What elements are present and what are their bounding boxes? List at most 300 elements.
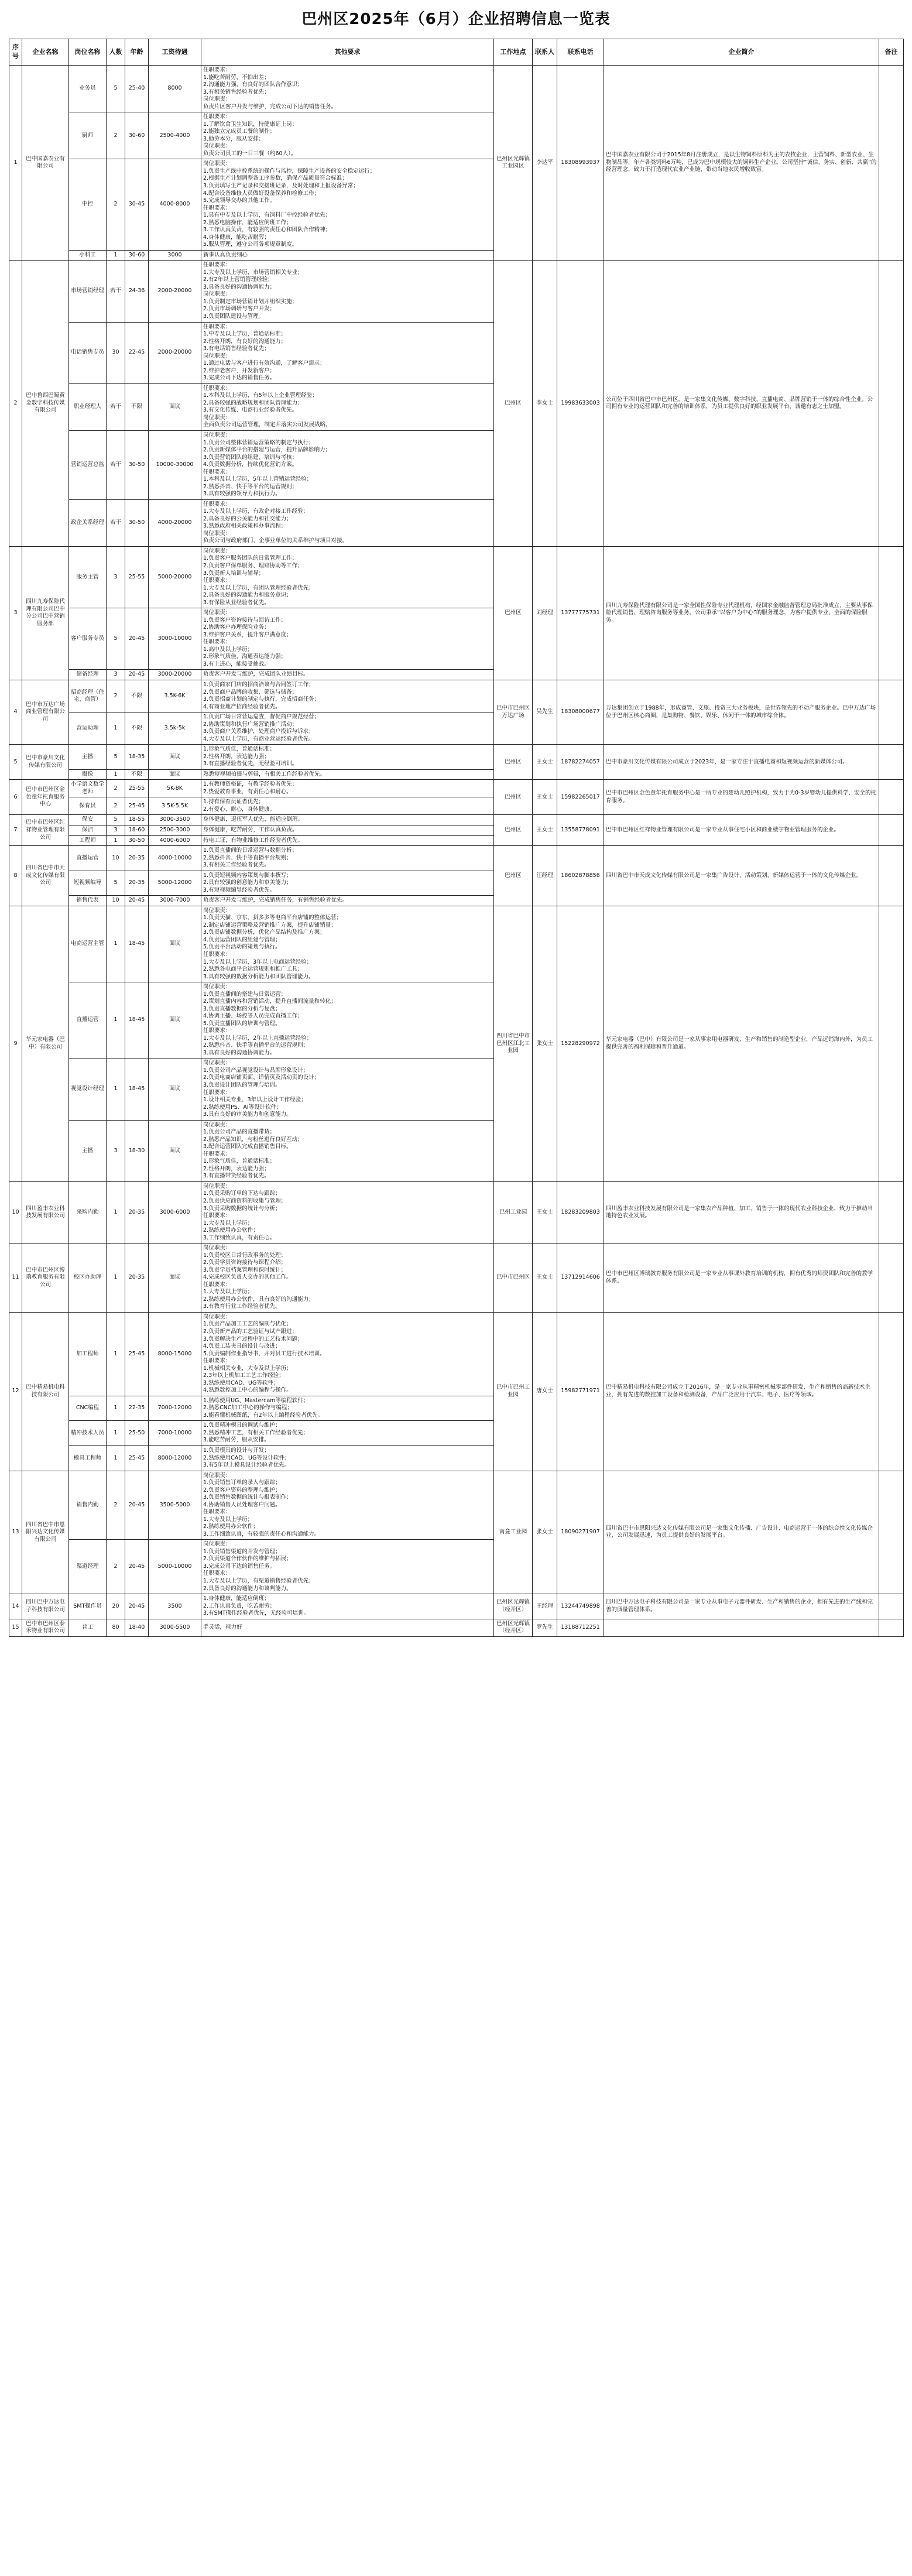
job-requirements: 1.形象气质佳，普通话标准； 2.性格开朗，表达能力强； 3.有直播经验者优先，无经验可培训。: [201, 745, 494, 770]
contact-person: 王女士: [533, 745, 557, 780]
job-salary: 8000: [149, 66, 201, 112]
job-title: 电话销售专员: [69, 322, 107, 383]
table-row: [9, 66, 904, 112]
job-requirements: 岗位职责： 1.负责客户服务团队的日常管理工作； 2.负责客户保单服务、理赔协助等工作； 3.负责新人培训与辅导； 任职要求： 1.大专及以上学历，有团队管理经验者优先； 2.具备良好的沟通能力和服务意识； 3.有保险从业经验者优先。: [201, 546, 494, 608]
job-title: 小料工: [69, 250, 107, 261]
contact-phone: 13244749898: [557, 1594, 604, 1619]
job-title: 市场营销经理: [69, 261, 107, 322]
work-location: 巴州区光辉镇（经开区）: [494, 1619, 533, 1636]
table-row: [9, 1594, 904, 1619]
job-count: 2: [107, 1540, 125, 1594]
contact-person: 张女士: [533, 1471, 557, 1594]
company-intro: 万达集团创立于1988年，形成商管、文旅、投资三大业务板块，是世界领先的不动产服务企业。巴中万达广场位于巴州区核心商圈，是集购物、餐饮、娱乐、休闲于一体的城市综合体。: [604, 680, 879, 744]
job-title: 小学语文数学老师: [69, 780, 107, 797]
contact-phone: 19983633003: [557, 261, 604, 547]
job-salary: 10000-30000: [149, 430, 201, 499]
job-age: 20-45: [125, 896, 149, 906]
job-age: 不限: [125, 769, 149, 780]
job-count: 1: [107, 1059, 125, 1120]
job-title: 工程师: [69, 835, 107, 846]
contact-phone: 13777775731: [557, 546, 604, 680]
job-count: 5: [107, 871, 125, 896]
job-title: SMT操作员: [69, 1594, 107, 1619]
contact-person: 王经理: [533, 1594, 557, 1619]
work-location: 巴中市巴州区: [494, 1244, 533, 1313]
company-no: 8: [9, 846, 22, 906]
table-row: [9, 846, 904, 871]
job-title: CNC编程: [69, 1396, 107, 1421]
job-requirements: 岗位职责： 1.负责公司产品视觉设计与品牌形象设计； 2.负责电商店铺页面、详情页及活动页的设计； 3.负责设计团队的管理与培训。 任职要求： 1.设计相关专业，3年以上设计工作经验； 2.熟练使用PS、AI等设计软件； 3.具有良好的审美能力和创意能力。: [201, 1059, 494, 1120]
job-title: 保安: [69, 815, 107, 825]
table-row: [9, 1244, 904, 1313]
job-requirements: 1.负责广场日常营运巡查，督促商户规范经营； 2.协助策划和执行广场营销推广活动； 3.负责商户关系维护，处理商户投诉与诉求； 4.大专及以上学历，有商业营运经验者优先。: [201, 712, 494, 745]
job-count: 20: [107, 1594, 125, 1619]
job-salary: 3000-20000: [149, 670, 201, 680]
job-title: 业务员: [69, 66, 107, 112]
work-location: 巴州区: [494, 745, 533, 780]
company-no: 10: [9, 1181, 22, 1243]
job-title: 职业经理人: [69, 383, 107, 430]
job-age: 30-50: [125, 835, 149, 846]
contact-phone: 15982771971: [557, 1312, 604, 1471]
job-requirements: 身体健康，吃苦耐劳，工作认真负责。: [201, 825, 494, 836]
job-age: 18-35: [125, 745, 149, 770]
job-count: 1: [107, 835, 125, 846]
remark: [879, 1312, 904, 1471]
job-count: 2: [107, 780, 125, 797]
job-title: 营销运营总监: [69, 430, 107, 499]
job-salary: 面议: [149, 745, 201, 770]
job-count: 1: [107, 982, 125, 1059]
company-intro: 四川盈丰农业科技发展有限公司是一家集农产品种植、加工、销售于一体的现代农业科技企业，致力于推动当地特色农业发展。: [604, 1181, 879, 1243]
company-intro: 巴中市豪川文化传媒有限公司成立于2023年，是一家专注于直播电商和短视频运营的新媒体公司。: [604, 745, 879, 780]
job-title: 加工程师: [69, 1312, 107, 1396]
job-requirements: 任职要求： 1.能吃苦耐劳，不怕出差； 2.沟通能力强，有良好的团队合作意识； 3.有相关销售经验者优先； 岗位职责： 负责片区客户开发与维护，完成公司下达的销售任务。: [201, 66, 494, 112]
table-row: [9, 1312, 904, 1396]
job-age: 25-45: [125, 797, 149, 815]
company-intro: 巴中市巴州区博瑞教育服务有限公司是一家专业从事课外教育培训的机构，拥有优秀的师资团队和完善的教学体系。: [604, 1244, 879, 1313]
job-age: 25-55: [125, 546, 149, 608]
job-age: 18-30: [125, 1120, 149, 1181]
job-count: 1: [107, 1396, 125, 1421]
company-no: 12: [9, 1312, 22, 1471]
job-count: 1: [107, 1244, 125, 1313]
remark: [879, 846, 904, 906]
company-name: 四川盈丰农业科技发展有限公司: [22, 1181, 69, 1243]
job-requirements: 身体健康，退伍军人优先，能适应倒班。: [201, 815, 494, 825]
job-salary: 8000-12000: [149, 1445, 201, 1471]
job-salary: 3.5K-5.5K: [149, 797, 201, 815]
job-count: 10: [107, 896, 125, 906]
company-name: 巴中精易机电科技有限公司: [22, 1312, 69, 1471]
company-name: 四川九寿保险代理有限公司巴中分公司巴中营销服务部: [22, 546, 69, 680]
job-requirements: 1.负责商家门店的招商洽谈与合同签订工作； 2.负责商户品牌的收集、筛选与储备； 3.负责招商计划的制定与执行，完成招商任务； 4.有商业地产招商经验者优先。: [201, 680, 494, 712]
job-count: 1: [107, 1421, 125, 1446]
contact-person: 李女士: [533, 261, 557, 547]
job-requirements: 负责客户开发与维护，完成团队业绩目标。: [201, 670, 494, 680]
company-no: 6: [9, 780, 22, 815]
job-age: 不限: [125, 680, 149, 712]
table-row: [9, 906, 904, 982]
job-requirements: 岗位职责： 1.负责销售渠道的开发与管理； 2.负责渠道合作伙伴的维护与拓展； 3.完成公司下达的销售任务。 任职要求： 1.大专及以上学历，有渠道销售经验者优先； 2.具备良好的沟通能力和谈判能力。: [201, 1540, 494, 1594]
contact-person: 王女士: [533, 1181, 557, 1243]
job-count: 1: [107, 1181, 125, 1243]
company-no: 14: [9, 1594, 22, 1619]
job-salary: 面议: [149, 769, 201, 780]
company-name: 四川巴中万达电子科技有限公司: [22, 1594, 69, 1619]
company-no: 2: [9, 261, 22, 547]
job-age: 25-45: [125, 1312, 149, 1396]
job-count: 若干: [107, 430, 125, 499]
job-title: 销售内勤: [69, 1471, 107, 1540]
col-header: 企业名称: [22, 39, 69, 66]
company-no: 15: [9, 1619, 22, 1636]
company-name: 巴中国嘉农业有限公司: [22, 66, 69, 261]
work-location: 巴中市巴州区万达广场: [494, 680, 533, 744]
job-title: 储备经理: [69, 670, 107, 680]
job-title: 销售代表: [69, 896, 107, 906]
job-age: 30-50: [125, 430, 149, 499]
work-location: 巴中市巴州工业园: [494, 1312, 533, 1471]
job-count: 3: [107, 546, 125, 608]
job-salary: 3500-5000: [149, 1471, 201, 1540]
job-salary: 面议: [149, 1059, 201, 1120]
job-requirements: 岗位职责： 1.负责产品加工工艺的编制与优化； 2.负责新产品的工艺验证与试产跟进； 3.负责解决生产过程中的工艺技术问题； 4.负责工装夹具的设计与改进； 5.负责编制作业指导书，并对员工进行技术培训。 任职要求： 1.机械相关专业，大专及以上学历； 2.3年以上机加工工艺工作经验； 3.熟练使用CAD、UG等软件； 4.熟悉数控加工中心的编程与操作。: [201, 1312, 494, 1396]
work-location: 巴州区: [494, 546, 533, 680]
job-salary: 5000-20000: [149, 546, 201, 608]
job-requirements: 岗位职责： 1.负责天猫、京东、拼多多等电商平台店铺的整体运营； 2.制定店铺运营策略及营销推广方案，提升店铺销量； 3.负责店铺数据分析，优化产品结构及推广方案； 4.负责运营团队的组建与管理； 5.负责平台活动的策划与执行。 任职要求： 1.大专及以上学历，3年以上电商运营经验； 2.熟悉各电商平台运营规则和推广工具； 3.具有较强的数据分析能力和团队管理能力。: [201, 906, 494, 982]
job-requirements: 1.有教师资格证，有教学经验者优先； 2.热爱教育事业，有责任心和耐心。: [201, 780, 494, 797]
job-requirements: 1.身体健康，能适应倒班； 2.工作认真负责，吃苦耐劳； 3.有SMT操作经验者优先，无经验可培训。: [201, 1594, 494, 1619]
company-no: 9: [9, 906, 22, 1181]
job-age: 20-35: [125, 1181, 149, 1243]
job-requirements: 负责客户开发与维护，完成销售任务，有销售经验者优先。: [201, 896, 494, 906]
contact-phone: 13188712251: [557, 1619, 604, 1636]
job-age: 20-35: [125, 871, 149, 896]
job-title: 主播: [69, 745, 107, 770]
company-name: 巴中市巴州区红祥物业管理有限公司: [22, 815, 69, 846]
remark: [879, 1244, 904, 1313]
col-header: 年龄: [125, 39, 149, 66]
contact-person: 李达平: [533, 66, 557, 261]
job-salary: 2000-20000: [149, 261, 201, 322]
company-name: 巴中鲁西巴蜀黄金数字科技传媒有限公司: [22, 261, 69, 547]
job-age: 18-45: [125, 906, 149, 982]
job-salary: 面议: [149, 383, 201, 430]
table-row: [9, 1619, 904, 1636]
table-row: [9, 546, 904, 608]
job-count: 1: [107, 906, 125, 982]
job-title: 校区办助理: [69, 1244, 107, 1313]
header-row: [9, 39, 904, 66]
job-salary: 3000: [149, 250, 201, 261]
job-age: 20-45: [125, 1471, 149, 1540]
job-requirements: 1.熟练使用UG、Mastercam等编程软件； 2.熟悉CNC加工中心的操作与编程； 3.能看懂机械图纸，有2年以上编程经验者优先。: [201, 1396, 494, 1421]
job-title: 政企关系经理: [69, 499, 107, 546]
job-title: 摄像: [69, 769, 107, 780]
contact-person: 王女士: [533, 1244, 557, 1313]
contact-phone: 18602878856: [557, 846, 604, 906]
job-salary: 面议: [149, 982, 201, 1059]
job-count: 5: [107, 66, 125, 112]
job-age: 不限: [125, 712, 149, 745]
job-age: 30-60: [125, 112, 149, 159]
work-location: 巴州区: [494, 846, 533, 906]
company-intro: 四川巴中万达电子科技有限公司是一家专业从事电子元器件研发、生产和销售的企业，拥有先进的生产线和完善的质量管理体系。: [604, 1594, 879, 1619]
company-name: 巴中市巴州区金色童年托育服务中心: [22, 780, 69, 815]
contact-person: 王女士: [533, 780, 557, 815]
job-salary: 面议: [149, 1120, 201, 1181]
contact-phone: 15982265017: [557, 780, 604, 815]
company-intro: 公司位于四川省巴中市巴州区，是一家集文化传媒、数字科技、直播电商、品牌营销于一体的综合性企业。公司拥有专业的运营团队和完善的培训体系，为员工提供良好的职业发展平台，诚邀有志之士加盟。: [604, 261, 879, 547]
work-location: 巴州工业园: [494, 1181, 533, 1243]
company-intro: 四川九寿保险代理有限公司是一家全国性保险专业代理机构，经国家金融监督管理总局批准成立，主要从事保险代理销售、理赔咨询服务等业务。公司秉承“以客户为中心”的服务理念，为客户提供专业、全面的保险服务。: [604, 546, 879, 680]
job-age: 25-45: [125, 1445, 149, 1471]
col-header: 工资待遇: [149, 39, 201, 66]
job-requirements: 任职要求： 1.大专及以上学历，市场营销相关专业； 2.有2年以上营销管理经验； 3.具备良好的沟通协调能力； 岗位职责： 1.负责制定市场营销计划并组织实施； 2.负责市场调研与客户开发； 3.负责团队建设与管理。: [201, 261, 494, 322]
remark: [879, 546, 904, 680]
job-requirements: 熟悉短视频拍摄与剪辑，有相关工作经验者优先。: [201, 769, 494, 780]
work-location: 巴州区: [494, 261, 533, 547]
job-salary: 4000-6000: [149, 835, 201, 846]
job-requirements: 任职要求： 1.中专及以上学历，普通话标准； 2.性格开朗，有良好的沟通能力； 3.有电话销售经验者优先； 岗位职责： 1.通过电话与客户进行有效沟通，了解客户需求； 2.维护老客户，开发新客户； 3.完成公司下达的销售任务。: [201, 322, 494, 383]
job-count: 1: [107, 1312, 125, 1396]
job-count: 5: [107, 608, 125, 670]
remark: [879, 780, 904, 815]
job-salary: 面议: [149, 906, 201, 982]
col-header: 序号: [9, 39, 22, 66]
page-title: 巴州区2025年（6月）企业招聘信息一览表: [301, 11, 611, 28]
job-age: 18-60: [125, 825, 149, 836]
job-age: 25-50: [125, 1421, 149, 1446]
job-title: 短视频编导: [69, 871, 107, 896]
company-no: 7: [9, 815, 22, 846]
job-age: 20-35: [125, 1244, 149, 1313]
company-intro: 巴中国嘉农业有限公司于2015年8月注册成立，是以生物饲料原料为主的农牧企业，主营饲料、新型农业、生物制品等，年产各类饲料6万吨，已成为巴中规模较大的饲料生产企业。公司坚持“诚信、务实、创新、共赢”的经营理念，致力于打造现代农业产业链，带动当地农民增收致富。: [604, 66, 879, 261]
job-salary: 2500-4000: [149, 112, 201, 159]
work-location: 巴州区光辉镇（经开区）: [494, 1594, 533, 1619]
remark: [879, 815, 904, 846]
job-salary: 2000-20000: [149, 322, 201, 383]
company-intro: 四川省巴中市恩阳兴达文化传媒有限公司是一家集文化传播、广告设计、电商运营于一体的综合性文化传媒企业，公司发展迅速，为员工提供良好的发展平台。: [604, 1471, 879, 1594]
job-requirements: 任职要求： 1.本科及以上学历，有5年以上企业管理经验； 2.具备较强的战略规划和团队管理能力； 3.有文化传媒、电商行业经验者优先。 岗位职责： 全面负责公司运营管理，制定并落实公司发展战略。: [201, 383, 494, 430]
remark: [879, 1471, 904, 1594]
job-title: 主播: [69, 1120, 107, 1181]
job-requirements: 1.负责直播间的日常运营与数据分析； 2.熟悉抖音、快手等直播平台规则； 3.有相关工作经验者优先。: [201, 846, 494, 871]
job-count: 若干: [107, 383, 125, 430]
remark: [879, 680, 904, 744]
company-name: 四川省巴中市天成文化传媒有限公司: [22, 846, 69, 906]
work-location: 巴州区光辉镇工业园区: [494, 66, 533, 261]
table-row: [9, 1181, 904, 1243]
company-no: 4: [9, 680, 22, 744]
job-age: 20-45: [125, 1540, 149, 1594]
job-count: 1: [107, 250, 125, 261]
job-title: 模具工程师: [69, 1445, 107, 1471]
job-salary: 3000-3500: [149, 815, 201, 825]
job-salary: 3.5K-6K: [149, 680, 201, 712]
job-age: 20-35: [125, 846, 149, 871]
job-age: 22-35: [125, 1396, 149, 1421]
table-row: [9, 745, 904, 770]
job-age: 30-45: [125, 159, 149, 250]
job-title: 直播运营: [69, 846, 107, 871]
job-age: 不限: [125, 383, 149, 430]
company-name: 华元家电器（巴中）有限公司: [22, 906, 69, 1181]
company-no: 5: [9, 745, 22, 780]
contact-person: 罗先生: [533, 1619, 557, 1636]
company-no: 1: [9, 66, 22, 261]
job-age: 18-40: [125, 1619, 149, 1636]
job-age: 24-36: [125, 261, 149, 322]
contact-phone: 13712914606: [557, 1244, 604, 1313]
job-title: 保洁: [69, 825, 107, 836]
job-requirements: 岗位职责： 1.负责校区日常行政事务的处理； 2.负责学员咨询接待与课程介绍； 3.负责学员档案管理和课时统计； 4.完成校区负责人交办的其他工作。 任职要求： 1.大专及以上学历； 2.熟练使用办公软件，具有良好的沟通能力； 3.有教育行业工作经验者优先。: [201, 1244, 494, 1313]
company-intro: [604, 1619, 879, 1636]
job-requirements: 岗位职责： 1.负责销售订单的录入与跟踪； 2.负责客户资料的整理与维护； 3.负责销售数据的统计与报表制作； 4.协助销售人员处理客户问题。 任职要求： 1.大专及以上学历； 2.熟练使用办公软件； 3.工作细致认真，有较强的责任心和沟通能力。: [201, 1471, 494, 1540]
company-intro: 四川省巴中市天成文化传媒有限公司是一家集广告设计、活动策划、新媒体运营于一体的文化传媒企业。: [604, 846, 879, 906]
job-title: 渠道经理: [69, 1540, 107, 1594]
job-salary: 7000-12000: [149, 1396, 201, 1421]
job-age: 18-55: [125, 815, 149, 825]
job-count: 若干: [107, 261, 125, 322]
job-requirements: 岗位职责： 1.负责直播间的搭建与日常运营； 2.策划直播内容和营销活动，提升直播间流量和转化； 3.负责直播数据的分析与复盘； 4.协调主播、场控等人员完成直播工作； 5.负责直播团队的培训与管理。 任职要求： 1.大专及以上学历，2年以上直播运营经验； 2.熟悉抖音、快手等直播平台的运营规则； 3.具有良好的沟通协调能力。: [201, 982, 494, 1059]
job-title: 精冲技术人员: [69, 1421, 107, 1446]
contact-person: 唐女士: [533, 1312, 557, 1471]
contact-phone: 13558778091: [557, 815, 604, 846]
remark: [879, 745, 904, 780]
company-name: 巴中市巴州区泰禾物业有限公司: [22, 1619, 69, 1636]
job-count: 3: [107, 670, 125, 680]
job-requirements: 任职要求： 1.了解饮食卫生知识，持健康证上岗； 2.能独立完成员工餐的制作； 3.勤劳本分，服从安排； 岗位职责： 负责公司员工的一日三餐（约60人）。: [201, 112, 494, 159]
job-age: 22-45: [125, 322, 149, 383]
job-age: 25-40: [125, 66, 149, 112]
job-count: 5: [107, 745, 125, 770]
table-row: [9, 261, 904, 322]
job-count: 80: [107, 1619, 125, 1636]
contact-person: 吴先生: [533, 680, 557, 744]
job-age: 20-45: [125, 670, 149, 680]
job-salary: 7000-10000: [149, 1421, 201, 1446]
job-salary: 3000-7000: [149, 896, 201, 906]
job-age: 20-45: [125, 608, 149, 670]
job-count: 30: [107, 322, 125, 383]
company-name: 巴中市豪川文化传媒有限公司: [22, 745, 69, 780]
contact-person: 王女士: [533, 815, 557, 846]
job-title: 普工: [69, 1619, 107, 1636]
job-title: 招商经理（住宅、商管）: [69, 680, 107, 712]
job-requirements: 新事认真负责细心: [201, 250, 494, 261]
work-location: 四川省巴中市巴州区江北工业园: [494, 906, 533, 1181]
remark: [879, 1594, 904, 1619]
contact-phone: 15228290972: [557, 906, 604, 1181]
company-no: 13: [9, 1471, 22, 1594]
job-salary: 面议: [149, 1244, 201, 1313]
job-requirements: 持电工证，有物业维修工作经验者优先。: [201, 835, 494, 846]
col-header: 企业简介: [604, 39, 879, 66]
col-header: 联系人: [533, 39, 557, 66]
col-header: 岗位名称: [69, 39, 107, 66]
table-body: [9, 66, 904, 1637]
contact-person: 张女士: [533, 906, 557, 1181]
company-intro: 巴中精易机电科技有限公司成立于2016年，是一家专业从事精密机械零部件研发、生产和销售的高新技术企业，拥有先进的数控加工设备和检测设备，产品广泛应用于汽车、电子、医疗等领域。: [604, 1312, 879, 1471]
col-header: 人数: [107, 39, 125, 66]
work-location: 巴州区: [494, 815, 533, 846]
job-title: 中控: [69, 159, 107, 250]
job-salary: 3.5k-5k: [149, 712, 201, 745]
job-salary: 3000-5500: [149, 1619, 201, 1636]
recruitment-table: [9, 39, 904, 1637]
job-title: 采购内勤: [69, 1181, 107, 1243]
job-requirements: 岗位职责： 1.负责客户咨询接待与回访工作； 2.协助客户办理保险业务； 3.维护客户关系，提升客户满意度； 任职要求： 1.高中及以上学历； 2.形象气质佳，沟通表达能力强； 3.有上进心，能接受挑战。: [201, 608, 494, 670]
table-row: [9, 1471, 904, 1540]
job-count: 2: [107, 680, 125, 712]
contact-phone: 18283209803: [557, 1181, 604, 1243]
job-title: 厨师: [69, 112, 107, 159]
job-title: 保育员: [69, 797, 107, 815]
job-age: 18-45: [125, 1059, 149, 1120]
job-count: 若干: [107, 499, 125, 546]
job-salary: 4000-10000: [149, 846, 201, 871]
job-requirements: 1.负责精冲模具的调试与维护； 2.熟悉精冲工艺，有相关工作经验者优先； 3.能吃苦耐劳，服从安排。: [201, 1421, 494, 1446]
job-requirements: 岗位职责： 1.负责公司产品的直播带货； 2.熟悉产品知识，与粉丝进行良好互动； 3.配合运营团队完成直播销售目标。 任职要求： 1.形象气质佳，普通话标准； 2.性格开朗，表达能力强； 3.有直播带货经验者优先。: [201, 1120, 494, 1181]
job-title: 视觉设计经理: [69, 1059, 107, 1120]
job-requirements: 1.持有保育员证者优先； 2.有爱心、耐心，身体健康。: [201, 797, 494, 815]
col-header: 其他要求: [201, 39, 494, 66]
contact-phone: 18308993937: [557, 66, 604, 261]
job-requirements: 1.负责模具的设计与开发； 2.熟练使用CAD、UG等设计软件； 3.有5年以上模具设计经验者优先。: [201, 1445, 494, 1471]
job-count: 2: [107, 797, 125, 815]
company-name: 四川省巴中市恩阳兴达文化传媒有限公司: [22, 1471, 69, 1594]
remark: [879, 66, 904, 261]
remark: [879, 1619, 904, 1636]
job-count: 1: [107, 712, 125, 745]
remark: [879, 1181, 904, 1243]
job-requirements: 岗位职责： 1.负责采购订单的下达与跟踪； 2.负责供应商资料的收集与管理； 3.负责采购数据的统计与分析； 任职要求： 1.大专及以上学历； 2.熟练使用办公软件； 3.工作细致认真，有责任心。: [201, 1181, 494, 1243]
job-age: 30-60: [125, 250, 149, 261]
job-salary: 4000-20000: [149, 499, 201, 546]
job-age: 20-45: [125, 1594, 149, 1619]
company-no: 3: [9, 546, 22, 680]
job-salary: 4000-8000: [149, 159, 201, 250]
table-row: [9, 815, 904, 825]
company-intro: 华元家电器（巴中）有限公司是一家从事家用电器研发、生产和销售的制造型企业，产品远销海内外，为员工提供完善的福利保障和晋升通道。: [604, 906, 879, 1181]
job-salary: 3000-6000: [149, 1181, 201, 1243]
job-count: 3: [107, 1120, 125, 1181]
company-no: 11: [9, 1244, 22, 1313]
remark: [879, 906, 904, 1181]
job-age: 30-50: [125, 499, 149, 546]
job-requirements: 岗位职责： 1.负责生产线中控系统的操作与监控，保障生产设备的安全稳定运行； 2.根据生产计划调整各工序参数，确保产品质量符合标准； 3.负责填写生产记录和交接班记录，及时处理和上报设备异常； 4.配合设备维修人员做好设备保养和检修工作； 5.完成领导交办的其他工作。 任职要求： 1.具有中专及以上学历，有饲料厂中控经验者优先； 2.熟悉电脑操作，能适应倒班工作； 3.工作认真负责，有较强的责任心和团队合作精神； 4.身体健康，能吃苦耐劳； 5.服从管理，遵守公司各项规章制度。: [201, 159, 494, 250]
job-count: 2: [107, 1471, 125, 1540]
job-salary: 5000-12000: [149, 871, 201, 896]
col-header: 工作地点: [494, 39, 533, 66]
company-intro: 巴中市巴州区金色童年托育服务中心是一所专业的婴幼儿照护机构，致力于为0-3岁婴幼儿提供科学、安全的托育服务。: [604, 780, 879, 815]
contact-phone: 18090271907: [557, 1471, 604, 1594]
contact-phone: 18308000677: [557, 680, 604, 744]
job-count: 2: [107, 112, 125, 159]
table-row: [9, 780, 904, 797]
job-salary: 2500-3000: [149, 825, 201, 836]
job-count: 10: [107, 846, 125, 871]
job-age: 18-45: [125, 982, 149, 1059]
col-header: 联系电话: [557, 39, 604, 66]
company-name: 巴中市万达广场商业管理有限公司: [22, 680, 69, 744]
job-count: 5: [107, 815, 125, 825]
job-requirements: 1.负责短视频内容策划与脚本撰写； 2.具有较强的创意能力和审美能力； 3.有短视频编导经验者优先。: [201, 871, 494, 896]
remark: [879, 261, 904, 547]
job-count: 1: [107, 1445, 125, 1471]
